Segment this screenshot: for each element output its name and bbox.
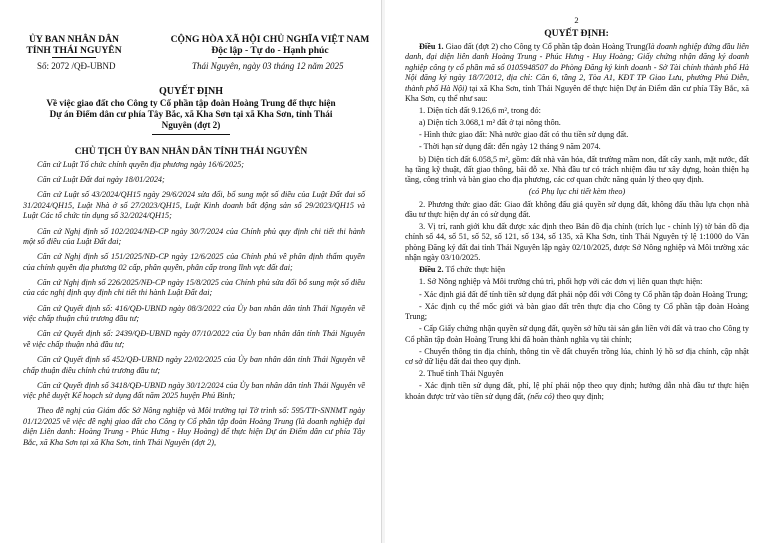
- article-paragraph: [405, 200, 749, 221]
- legal-basis-item: Căn cứ Quyết định số 452/QĐ-UBND ngày 22/02/2025 của Ủy ban nhân dân tỉnh Thái Nguyên về chấp thuận điều chỉnh chủ trương đầu tư;: [23, 354, 365, 375]
- agency-name: ỦY BAN NHÂN DÂN TỈNH THÁI NGUYÊN: [26, 34, 122, 56]
- article-text: Tổ chức thực hiện: [443, 265, 506, 275]
- article-paragraph: [405, 222, 749, 264]
- article-paragraph: [405, 347, 749, 368]
- legal-basis-item: Căn cứ Luật Đất đai ngày 18/01/2024;: [37, 175, 165, 185]
- decision-subject: Về việc giao đất cho Công ty Cổ phần tập đoàn Hoàng Trung để thực hiện Dự án Điểm dân cư phía Tây Bắc, xã Kha Sơn tại xã Kha Sơn, tỉnh Thái Nguyên (đợt 2): [46, 98, 336, 130]
- decision-title: QUYẾT ĐỊNH: [159, 86, 223, 97]
- decides-heading: QUYẾT ĐỊNH:: [544, 28, 609, 39]
- nation-name: CỘNG HÒA XÃ HỘI CHỦ NGHĨA VIỆT NAM: [170, 34, 370, 45]
- decision-articles: [405, 42, 749, 404]
- legal-basis-item: Theo đề nghị của Giám đốc Sở Nông nghiệp và Môi trường tại Tờ trình số: 595/TTr-SNNMT ngày 01/12/2025 về việc đề nghị giao đất cho Công ty Cổ phần tập đoàn Hoàng Trung (là doanh nghiệp đại diện Liên danh: Hoàng Trung - Phúc Hưng - Huy Hoàng) để thực hiện Dự án Điểm dân cư phía Tây Bắc, xã Kha Sơn tại xã Kha Sơn, tỉnh Thái Nguyên (đợt 2),: [23, 406, 365, 447]
- motto-underline: [218, 57, 322, 58]
- article-paragraph: [405, 324, 749, 345]
- legal-basis-item: Căn cứ Quyết định số 3418/QĐ-UBND ngày 30/12/2024 của Ủy ban nhân dân tỉnh Thái Nguyên về việc phê duyệt Kế hoạch sử dụng đất năm 2025 huyện Phú Bình;: [23, 380, 365, 401]
- article-paragraph: [405, 277, 749, 287]
- legal-basis-item: Căn cứ Luật số 43/2024/QH15 ngày 29/6/2024 sửa đổi, bổ sung một số điều của Luật Đất đai số 31/2024/QH15, Luật Nhà ở số 27/2023/QH15, Luật Kinh doanh bất động sản số 29/2023/QH15 và Luật Các tổ chức tín dụng số 32/2024/QH15;: [23, 190, 365, 221]
- article-italic-text: (nếu có): [525, 391, 555, 401]
- article-text: b) Diện tích đất 6.058,5 m², gồm: đất nhà văn hóa, đất trường mầm non, đất cây xanh, mặt nước, đất hạ tầng kỹ thuật, đất giao thông, bãi đỗ xe. Nhà đầu tư có trách nhiệm đầu tư xây dựng, hoàn thiện hạ tầng, công trình và bàn giao cho địa phương, các cơ quan chức năng quản lý theo quy định.: [405, 154, 749, 185]
- article-lead: Điều 2.: [419, 265, 444, 275]
- national-header: [170, 34, 370, 58]
- legal-basis-item: Căn cứ Quyết định số: 2439/QĐ-UBND ngày 07/10/2022 của Ủy ban nhân dân tỉnh Thái Nguyên về việc chấp thuận nhà đầu tư;: [23, 329, 365, 349]
- article-paragraph: (có Phụ lục chi tiết kèm theo): [528, 187, 626, 197]
- article-paragraph: [405, 265, 749, 275]
- article-text: - Hình thức giao đất: Nhà nước giao đất có thu tiền sử dụng đất.: [419, 130, 629, 140]
- article-text: - Xác định tiền sử dụng đất, phí, lệ phí phải nộp theo quy định; hướng dẫn nhà đầu tư thực hiện khoản được trừ vào tiền sử dụng đất,: [405, 381, 749, 401]
- legal-basis-item: Căn cứ Luật Tổ chức chính quyền địa phương ngày 16/6/2025;: [37, 160, 244, 169]
- document-number: Số: 2072 /QĐ-UBND: [37, 61, 116, 71]
- issuer-title: CHỦ TỊCH ỦY BAN NHÂN DÂN TỈNH THÁI NGUYÊN: [74, 147, 308, 157]
- article-text: 3. Vị trí, ranh giới khu đất được xác định theo Bản đồ địa chính (trích lục - chỉnh lý) tờ bản đồ địa chính số 44, số 51, số 52, số 121, số 134, số 135, xã Kha Sơn, tỉnh Thái Nguyên tỷ lệ 1:1000 do Văn phòng Đăng ký đất đai tỉnh Thái Nguyên lập ngày 02/10/2025, được Sở Nông nghiệp và Môi trường xác nhận ngày 03/10/2025.: [405, 222, 749, 263]
- article-paragraph: [405, 130, 749, 140]
- article-text: Giao đất (đợt 2) cho Công ty Cổ phần tập đoàn Hoàng Trung: [443, 42, 646, 51]
- subject-underline: [152, 134, 230, 135]
- article-text: - Xác định giá đất để tính tiền sử dụng đất phải nộp đối với Công ty Cổ phần tập đoàn Hoàng Trung;: [419, 289, 748, 299]
- article-paragraph: [405, 142, 749, 152]
- legal-basis-item: Căn cứ Nghị định số 151/2025/NĐ-CP ngày 12/6/2025 của Chính phủ về phân định thẩm quyền của chính quyền địa phương 02 cấp, phân quyền, phân cấp trong lĩnh vực đất đai;: [23, 252, 365, 272]
- legal-basis-item: Căn cứ Quyết định số: 416/QĐ-UBND ngày 08/3/2022 của Ủy ban nhân dân tỉnh Thái Nguyên về việc chấp thuận chủ trương đầu tư;: [23, 303, 365, 324]
- article-lead: Điều 1.: [419, 42, 444, 51]
- legal-basis-item: Căn cứ Nghị định số 226/2025/NĐ-CP ngày 15/8/2025 của Chính phủ sửa đổi bổ sung một số điều của các nghị định quy định chi tiết thi hành Luật Đất đai;: [23, 277, 365, 298]
- article-paragraph: [405, 369, 749, 379]
- article-paragraph: [405, 290, 749, 300]
- article-italic-text: (là doanh nghiệp đứng đầu liên danh, đại diện liên danh Hoàng Trung - Phúc Hưng - Huy Hoàng; Giấy chứng nhận đăng ký doanh nghiệp công ty cổ phần mã số 0105948507 do Phòng Đăng ký kinh doanh - Sở Tài chính thành phố Hà Nội đăng ký ngày 18/7/2012, địa chỉ: Căn 6, tầng 2, Tòa A1, KĐT TP Giao Lưu, phường Phú Diễn, thành phố Hà Nội): [405, 42, 749, 93]
- article-text: 2. Phương thức giao đất: Giao đất không đấu giá quyền sử dụng đất, không đấu thầu lựa chọn nhà đầu tư thực hiện dự án có sử dụng đất.: [405, 199, 749, 219]
- article-tail-text: theo quy định;: [554, 391, 604, 401]
- article-text: 1. Diện tích đất 9.126,6 m², trong đó:: [419, 106, 541, 116]
- article-paragraph: [405, 42, 749, 105]
- legal-basis-item: Căn cứ Nghị định số 102/2024/NĐ-CP ngày 30/7/2024 của Chính phủ quy định chi tiết thi hành một số điều của Luật Đất đai;: [23, 226, 365, 247]
- article-paragraph: [405, 155, 749, 186]
- article-paragraph: [405, 106, 749, 116]
- page-number: 2: [574, 15, 579, 25]
- decision-page-2: [385, 0, 768, 543]
- article-paragraph: [405, 302, 749, 323]
- article-text: - Chuyển thông tin địa chính, thông tin về đất chuyển trồng lúa, chỉnh lý hồ sơ địa chính, cập nhật cơ sở dữ liệu đất đai theo quy định.: [405, 346, 749, 366]
- article-paragraph: [405, 118, 749, 128]
- legal-bases: [23, 160, 365, 453]
- document-date: Thái Nguyên, ngày 03 tháng 12 năm 2025: [192, 61, 344, 71]
- decision-page-1: [0, 0, 382, 543]
- article-text: 1. Sở Nông nghiệp và Môi trường chủ trì, phối hợp với các đơn vị liên quan thực hiện:: [419, 277, 703, 287]
- national-motto: Độc lập - Tự do - Hạnh phúc: [211, 45, 329, 56]
- article-tail-text: tại xã Kha Sơn, tỉnh Thái Nguyên để thực hiện Dự án Điểm dân cư phía Tây Bắc, xã Kha Sơn, cụ thể như sau:: [405, 83, 749, 104]
- agency-underline: [52, 57, 96, 58]
- article-text: - Cấp Giấy chứng nhận quyền sử dụng đất, quyền sở hữu tài sản gắn liền với đất và trao cho Công ty Cổ phần tập đoàn Hoàng Trung khi đã hoàn thành nghĩa vụ tài chính;: [405, 324, 749, 344]
- article-text: 2. Thuế tỉnh Thái Nguyên: [419, 369, 504, 379]
- article-text: - Xác định cụ thể mốc giới và bàn giao đất trên thực địa cho Công ty Cổ phần tập đoàn Hoàng Trung;: [405, 301, 749, 321]
- article-paragraph: [405, 381, 749, 402]
- article-text: a) Diện tích 3.068,1 m² đất ở tại nông thôn.: [419, 118, 561, 128]
- article-text: - Thời hạn sử dụng đất: đến ngày 12 tháng 9 năm 2074.: [419, 142, 601, 152]
- agency-header: [14, 34, 134, 58]
